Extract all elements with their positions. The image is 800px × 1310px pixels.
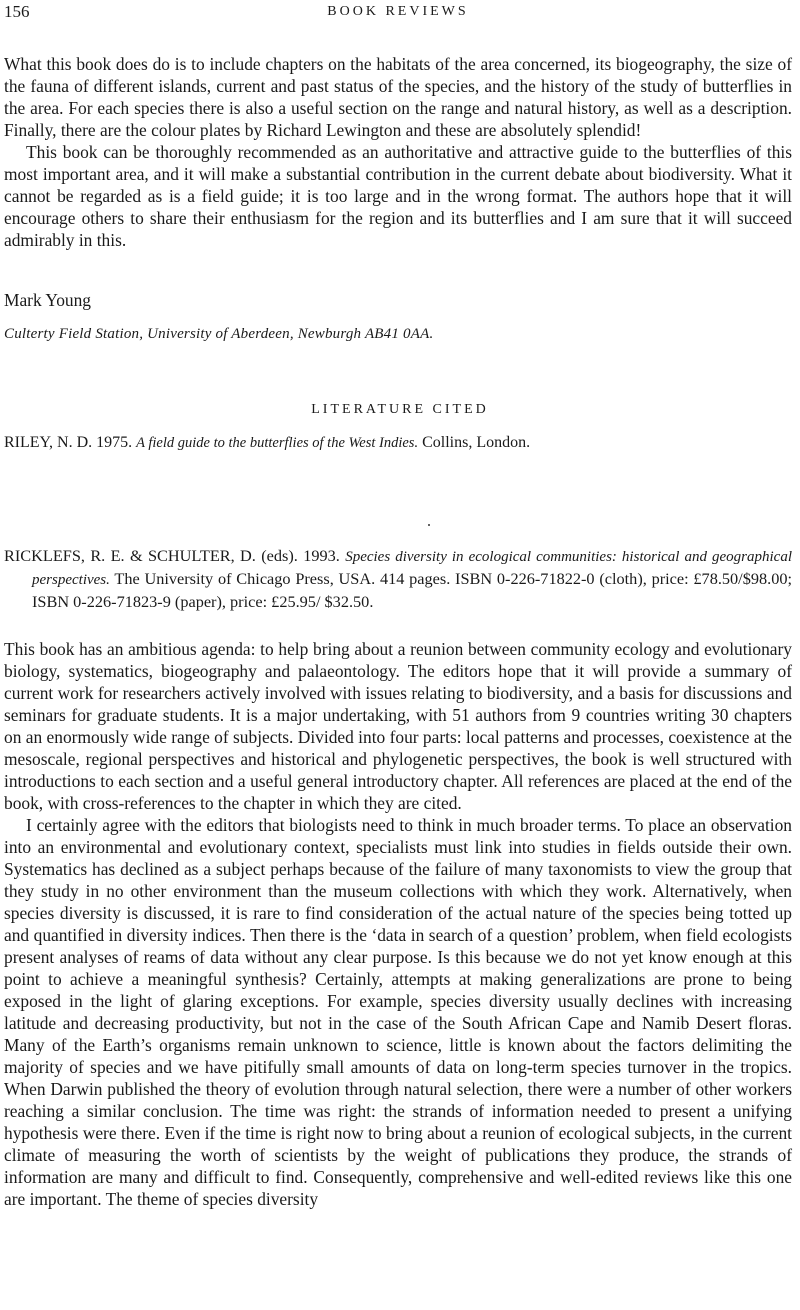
decorative-dot — [428, 524, 430, 526]
review-2-paragraph: This book has an ambitious agenda: to help bring about a reunion between community ecology and evolutionary biology, systematics, biogeography and palaeontology. The editors hope that it will provide a summary of current work for researchers actively involved with issues relating to biodiversity, and a basis for discussions and seminars for graduate students. It is a major undertaking, with 51 authors from 9 countries writing 30 chapters on an enormously wide range of subjects. Divided into four parts: local patterns and processes, coexistence at the mesoscale, regional perspectives and historical and phylogenetic perspectives, the book is well structured with introductions to each section and a useful general introductory chapter. All references are placed at the end of the book, with cross-references to the chapter in which they are cited. — [4, 639, 792, 813]
book-details: The University of Chicago Press, USA. 414 pages. ISBN 0-226-71822-0 (cloth), price: £78.50/$98.00; ISBN 0-226-71823-9 (paper), price: £25.95/ $32.50. — [32, 569, 793, 611]
review-1-paragraph: This book can be thoroughly recommended as an authoritative and attractive guide to the butterflies of this most important area, and it will make a substantial contribution in the current debate about biodiversity. What it cannot be regarded as is a field guide; it is too large and in the wrong format. The authors hope that it will encourage others to share their enthusiasm for the region and its butterflies and I am sure that it will succeed admirably in this. — [4, 142, 792, 250]
book-reference — [4, 545, 792, 613]
literature-cited-entry — [4, 434, 530, 452]
literature-cited-heading: LITERATURE CITED — [311, 402, 489, 417]
review-2-paragraph: I certainly agree with the editors that biologists need to think in much broader terms. To place an observation into an environmental and evolutionary context, specialists must link into studies in fields outside their own. Systematics has declined as a subject perhaps because of the failure of many taxonomists to view the group that they study in no other environment than the museum collections with which they work. Alternatively, when species diversity is discussed, it is rare to find consideration of the actual nature of the species being totted up and quantified in diversity indices. Then there is the ‘data in search of a question’ problem, when field ecologists present analyses of reams of data without any clear purpose. Is this because we do not yet know enough at this point to achieve a meaningful synthesis? Certainly, attempts at making generalizations are prone to being exposed in the light of glaring exceptions. For example, species diversity usually declines with increasing latitude and decreasing productivity, but not in the case of the South African Cape and Namib Desert floras. Many of the Earth’s organisms remain unknown to science, little is known about the factors delimiting the majority of species and we have pitifully small amounts of data on long-term species turnover in the tropics. When Darwin published the theory of evolution through natural selection, there were a number of other workers reaching a similar conclusion. The time was right: the strands of information needed to present a unifying hypothesis were there. Even if the time is right now to bring about a reunion of ecological subjects, in the current climate of measuring the worth of scientists by the weight of publications they produce, the strands of information are many and difficult to find. Consequently, comprehensive and well-edited reviews like this one are important. The theme of species diversity — [4, 815, 792, 1209]
book-authors: RICKLEFS, R. E. & SCHULTER, D. (eds). 1993. — [4, 546, 340, 565]
reviewer-affiliation: Culterty Field Station, University of Aberdeen, Newburgh AB41 0AA. — [4, 326, 434, 342]
citation-title: A field guide to the butterflies of the West Indies. — [136, 435, 419, 451]
review-2-body — [4, 638, 792, 1210]
running-head: BOOK REVIEWS — [327, 4, 469, 19]
reviewer-name: Mark Young — [4, 290, 91, 310]
citation-publisher: Collins, London. — [422, 434, 531, 451]
review-1-body — [4, 53, 792, 251]
page-header — [4, 0, 792, 26]
review-1-paragraph: What this book does do is to include chapters on the habitats of the area concerned, its biogeography, the size of the fauna of different islands, current and past status of the species, and the history of the study of butterflies in the area. For each species there is also a useful section on the range and natural history, as well as a description. Finally, there are the colour plates by Richard Lewington and these are absolutely splendid! — [4, 54, 792, 140]
citation-authors: RILEY, N. D. 1975. — [4, 434, 133, 451]
book-title: Species diversity in ecological communities: historical and geographical perspectives. — [32, 549, 792, 588]
page-number: 156 — [4, 2, 30, 21]
